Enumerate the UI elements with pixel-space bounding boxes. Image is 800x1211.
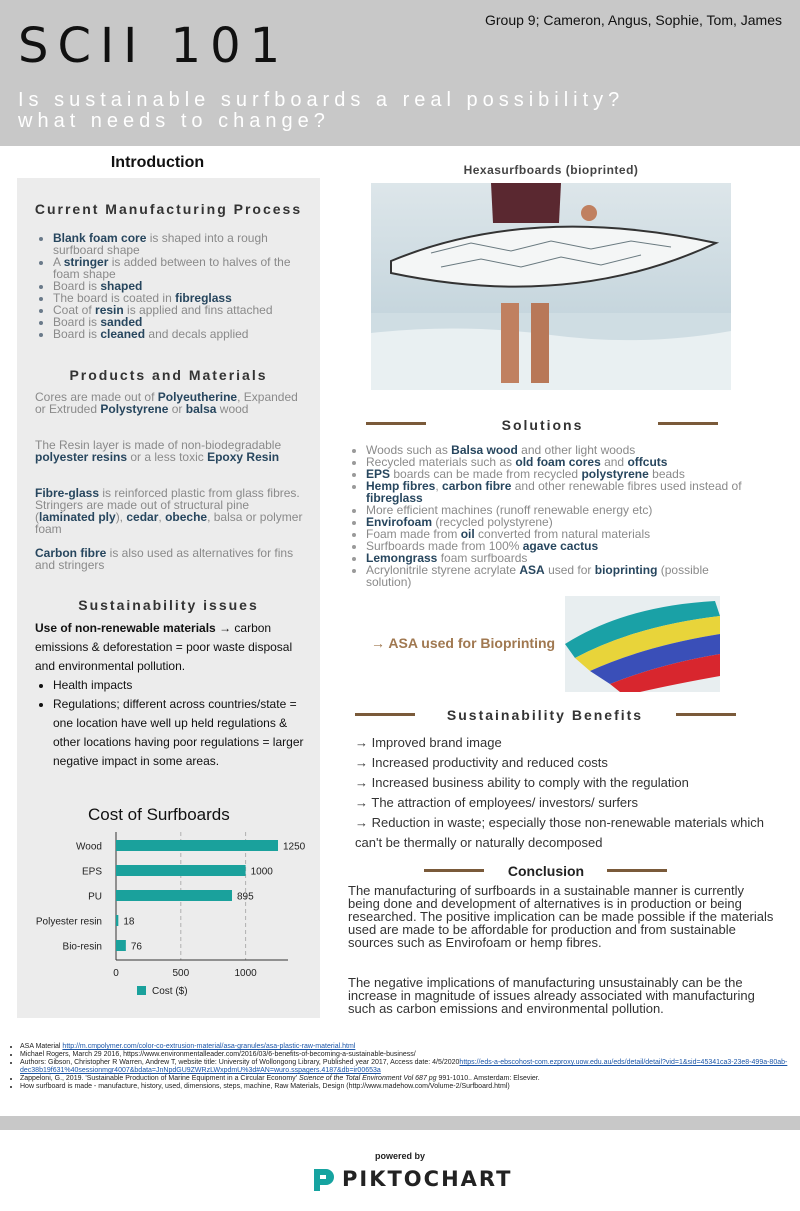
list-item: • Board is shaped	[53, 280, 315, 292]
bar	[116, 915, 118, 926]
reference-link[interactable]: http://m.cmpolymer.com/color-co-extrusion-material/asa-granules/asa-plastic-raw-material.html	[62, 1043, 356, 1050]
reference-link[interactable]: https://eds-a-ebscohost-com.ezproxy.uow.edu.au/eds/detail/detail?vid=1&sid=45341ca3-23e8-499a-80ab-dec38b19f631%40sessionmgr4007&bdata=JnNpdGU9ZWRzLWxpdmU%3d#AN=wuro.sspagers.4187&db=ir00653a	[20, 1059, 788, 1074]
hexasurfboards-title: Hexasurfboards (bioprinted)	[463, 163, 639, 177]
sustainability-issues	[35, 619, 310, 771]
group-members: Group 9; Cameron, Angus, Sophie, Tom, James	[484, 12, 782, 28]
list-item: • The board is coated in fibreglass	[53, 292, 315, 304]
tick-label: 500	[172, 968, 190, 979]
value-label: 1250	[283, 841, 306, 853]
footer-bar	[0, 1116, 800, 1130]
products-paragraph-fibreglass: Fibre-glass is reinforced plastic from glass fibres. Stringers are made out of structural pine (laminated ply), cedar, obeche, balsa or polymer foam	[35, 486, 303, 536]
bar	[116, 865, 246, 876]
list-item: • How surfboard is made - manufacture, history, used, dimensions, steps, machine, Raw Materials, Design (http://www.madehow.com/Volume-2/Surfboard.html)	[20, 1083, 790, 1091]
divider	[607, 869, 667, 872]
legend-label: Cost ($)	[152, 986, 188, 997]
divider	[366, 422, 426, 425]
list-item: • Lemongrass foam surfboards	[366, 552, 746, 564]
list-item: • Woods such as Balsa wood and other light woods	[366, 444, 746, 456]
piktochart-icon	[310, 1165, 336, 1193]
solutions-list	[366, 444, 746, 588]
category-label: Bio-resin	[62, 941, 102, 953]
chart-title: Cost of Surfboards	[88, 805, 230, 824]
sustainability-lead: Use of non-renewable materials → carbon emissions & deforestation = poor waste disposal and environmental pollution.	[35, 621, 293, 673]
list-item: → The attraction of employees/ investors/ surfers	[355, 795, 638, 810]
category-label: Polyester resin	[35, 916, 102, 928]
list-item: • Authors: Gibson, Christopher R Warren, Andrew T, website title: University of Wollongong Library, Published year 2017, Access date: 4/5/2020https://eds-a-ebscohost-com.ezproxy.uow.edu.au/eds/detail/detail?vid=1&sid=45341ca3-23e8-499a-80ab-dec38b19f631%40sessionmgr4007&bdata=JnNpdGU9ZWRzLWxpdmU%3d#AN=wuro.sspagers.4187&db=ir00653a	[20, 1059, 790, 1075]
list-item: → Increased business ability to comply with the regulation	[355, 775, 689, 790]
divider	[424, 869, 484, 872]
divider	[355, 713, 415, 716]
list-item: • Foam made from oil converted from natural materials	[366, 528, 746, 540]
list-item: • Zappeloni, G., 2019. 'Sustainable Production of Marine Equipment in a Circular Economy' Science of the Total Environment Vol 687 pg 991-1010.. Amsterdam: Elsevier.	[20, 1075, 790, 1083]
bar	[116, 890, 232, 901]
question-line-2: what needs to change?	[18, 110, 330, 132]
sustainability-heading: Sustainability issues	[78, 597, 259, 613]
value-label: 18	[123, 916, 135, 928]
products-paragraph-resin: The Resin layer is made of non-biodegradable polyester resins or a less toxic Epoxy Resin	[35, 438, 282, 464]
list-item: • More efficient machines (runoff renewable energy etc)	[366, 504, 746, 516]
surfer-holding-board-image	[371, 183, 731, 390]
introduction-title: Introduction	[110, 154, 205, 171]
solutions-heading: Solutions	[501, 417, 584, 433]
cost-bar-chart	[17, 828, 320, 1003]
manufacturing-steps	[35, 232, 315, 340]
asa-pellets-image	[565, 596, 720, 692]
piktochart-logo[interactable]	[310, 1164, 512, 1194]
list-item: → Improved brand image	[355, 735, 502, 750]
colored-pellets-icon	[565, 596, 720, 692]
list-item: • Michael Rogers, March 29 2016, https://www.environmentalleader.com/2016/03/6-benefits-of-becoming-a-sustainable-business/	[20, 1051, 790, 1059]
conclusion-paragraph-2: The negative implications of manufacturing unsustainably can be the increase in magnitude of issues already associated with manufacturing such as carbon emissions and environmental pollution.	[348, 975, 755, 1016]
conclusion-heading: Conclusion	[507, 863, 585, 879]
list-item: • Blank foam core is shaped into a rough surfboard shape	[53, 232, 315, 256]
products-paragraph-cores: Cores are made out of Polyeutherine, Expanded or Extruded Polystyrene or balsa wood	[35, 390, 298, 416]
list-item: • Board is sanded	[53, 316, 315, 328]
course-title: SCII 101	[18, 18, 290, 74]
list-item: • EPS boards can be made from recycled polystyrene beads	[366, 468, 746, 480]
list-item: • Regulations; different across countries/state = one location have well up held regulations & other locations having poor regulations = larger negative impact in some areas.	[53, 695, 310, 771]
legend-swatch	[137, 986, 146, 995]
benefits-heading: Sustainability Benefits	[446, 707, 644, 723]
list-item: • Acrylonitrile styrene acrylate ASA used for bioprinting (possible solution)	[366, 564, 746, 588]
category-label: PU	[88, 891, 102, 903]
surfboard-photo	[371, 183, 731, 390]
list-item: • ASA Material http://m.cmpolymer.com/color-co-extrusion-material/asa-granules/asa-plastic-raw-material.html	[20, 1043, 790, 1051]
bar	[116, 840, 278, 851]
list-item: • Recycled materials such as old foam cores and offcuts	[366, 456, 746, 468]
list-item: • Coat of resin is applied and fins attached	[53, 304, 315, 316]
category-label: Wood	[76, 841, 102, 853]
question-line-1: Is sustainable surfboards a real possibility?	[18, 89, 625, 111]
value-label: 76	[130, 941, 142, 953]
value-label: 895	[236, 891, 254, 903]
list-item: → Reduction in waste; especially those non-renewable materials which can't be thermally or naturally decomposed	[355, 815, 764, 850]
conclusion-paragraph-1: The manufacturing of surfboards in a sustainable manner is currently being done and development of alternatives is in production or being researched. The positive implication can be made possible if the materials used are made to be affordable for production and from sustainable sources such as Envirofoam or hemp fibres.	[348, 883, 774, 950]
divider	[676, 713, 736, 716]
poster-header	[0, 0, 800, 146]
asa-bioprinting-label: → ASA used for Bioprinting	[371, 635, 556, 651]
tick-label: 1000	[234, 968, 257, 979]
benefits-list	[355, 733, 785, 853]
list-item: • A stringer is added between to halves of the foam shape	[53, 256, 315, 280]
bar	[116, 940, 126, 951]
manufacturing-heading: Current Manufacturing Process	[34, 201, 303, 217]
list-item: • Board is cleaned and decals applied	[53, 328, 315, 340]
list-item: • Surfboards made from 100% agave cactus	[366, 540, 746, 552]
category-label: EPS	[81, 866, 102, 878]
products-heading: Products and Materials	[69, 367, 268, 383]
poster-question	[18, 90, 788, 132]
tick-label: 0	[113, 968, 119, 979]
products-paragraph-carbon: Carbon fibre is also used as alternatives for fins and stringers	[35, 546, 294, 572]
piktochart-wordmark: PIKTOCHART	[342, 1167, 513, 1191]
list-item: • Hemp fibres, carbon fibre and other renewable fibres used instead of fibreglass	[366, 480, 746, 504]
value-label: 1000	[250, 866, 273, 878]
references	[10, 1043, 790, 1091]
divider	[658, 422, 718, 425]
list-item: → Increased productivity and reduced costs	[355, 755, 608, 770]
powered-by-label: powered by	[374, 1151, 425, 1161]
list-item: • Health impacts	[53, 676, 310, 695]
list-item: • Envirofoam (recycled polystyrene)	[366, 516, 746, 528]
